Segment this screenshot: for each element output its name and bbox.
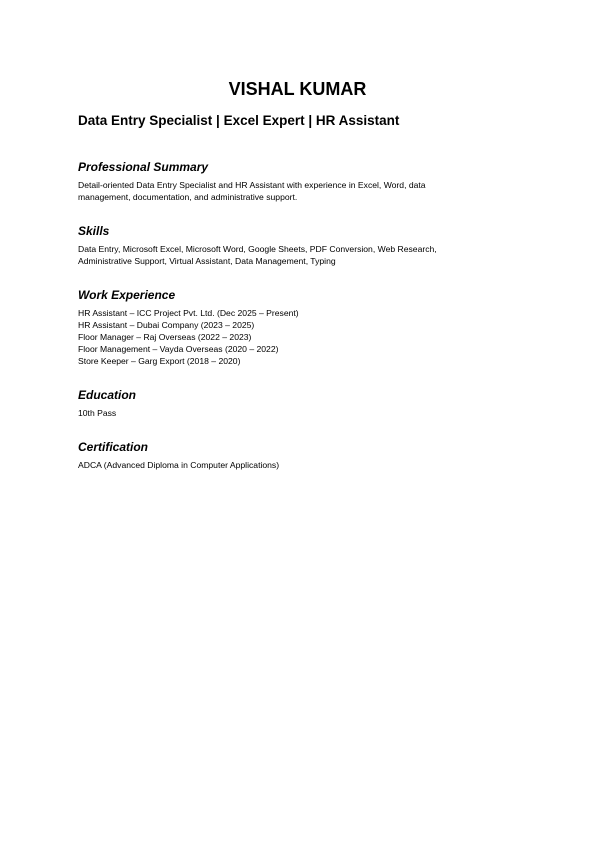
section-title: Professional Summary xyxy=(78,160,209,174)
certification-section xyxy=(78,440,518,471)
experience-item: Floor Manager – Raj Overseas (2022 – 2023) xyxy=(78,332,252,342)
section-body xyxy=(78,243,518,267)
section-body xyxy=(78,307,518,367)
skills-section xyxy=(78,224,518,267)
skills-line: Administrative Support, Virtual Assistant, Data Management, Typing xyxy=(78,256,336,266)
work-experience-section xyxy=(78,288,518,367)
section-body xyxy=(78,179,518,203)
certification-item: ADCA (Advanced Diploma in Computer Applications) xyxy=(78,460,280,470)
section-title: Education xyxy=(78,388,137,402)
experience-item: HR Assistant – Dubai Company (2023 – 2025) xyxy=(78,320,255,330)
experience-item: Store Keeper – Garg Export (2018 – 2020) xyxy=(78,356,241,366)
experience-item: HR Assistant – ICC Project Pvt. Ltd. (Dec 2025 – Present) xyxy=(78,308,299,318)
section-body xyxy=(78,459,518,471)
skills-line: Data Entry, Microsoft Excel, Microsoft Word, Google Sheets, PDF Conversion, Web Research, xyxy=(78,244,437,254)
professional-summary-section xyxy=(78,160,518,203)
candidate-headline: Data Entry Specialist | Excel Expert | HR Assistant xyxy=(78,113,400,128)
section-title: Certification xyxy=(78,440,149,454)
section-title: Work Experience xyxy=(78,288,176,302)
section-title: Skills xyxy=(78,224,110,238)
education-section xyxy=(78,388,518,419)
section-body xyxy=(78,407,518,419)
summary-line: Detail-oriented Data Entry Specialist and HR Assistant with experience in Excel, Word, data xyxy=(78,180,426,190)
candidate-name: VISHAL KUMAR xyxy=(228,79,367,99)
education-item: 10th Pass xyxy=(78,408,117,418)
summary-line: management, documentation, and administrative support. xyxy=(78,192,298,202)
experience-item: Floor Management – Vayda Overseas (2020 – 2022) xyxy=(78,344,279,354)
